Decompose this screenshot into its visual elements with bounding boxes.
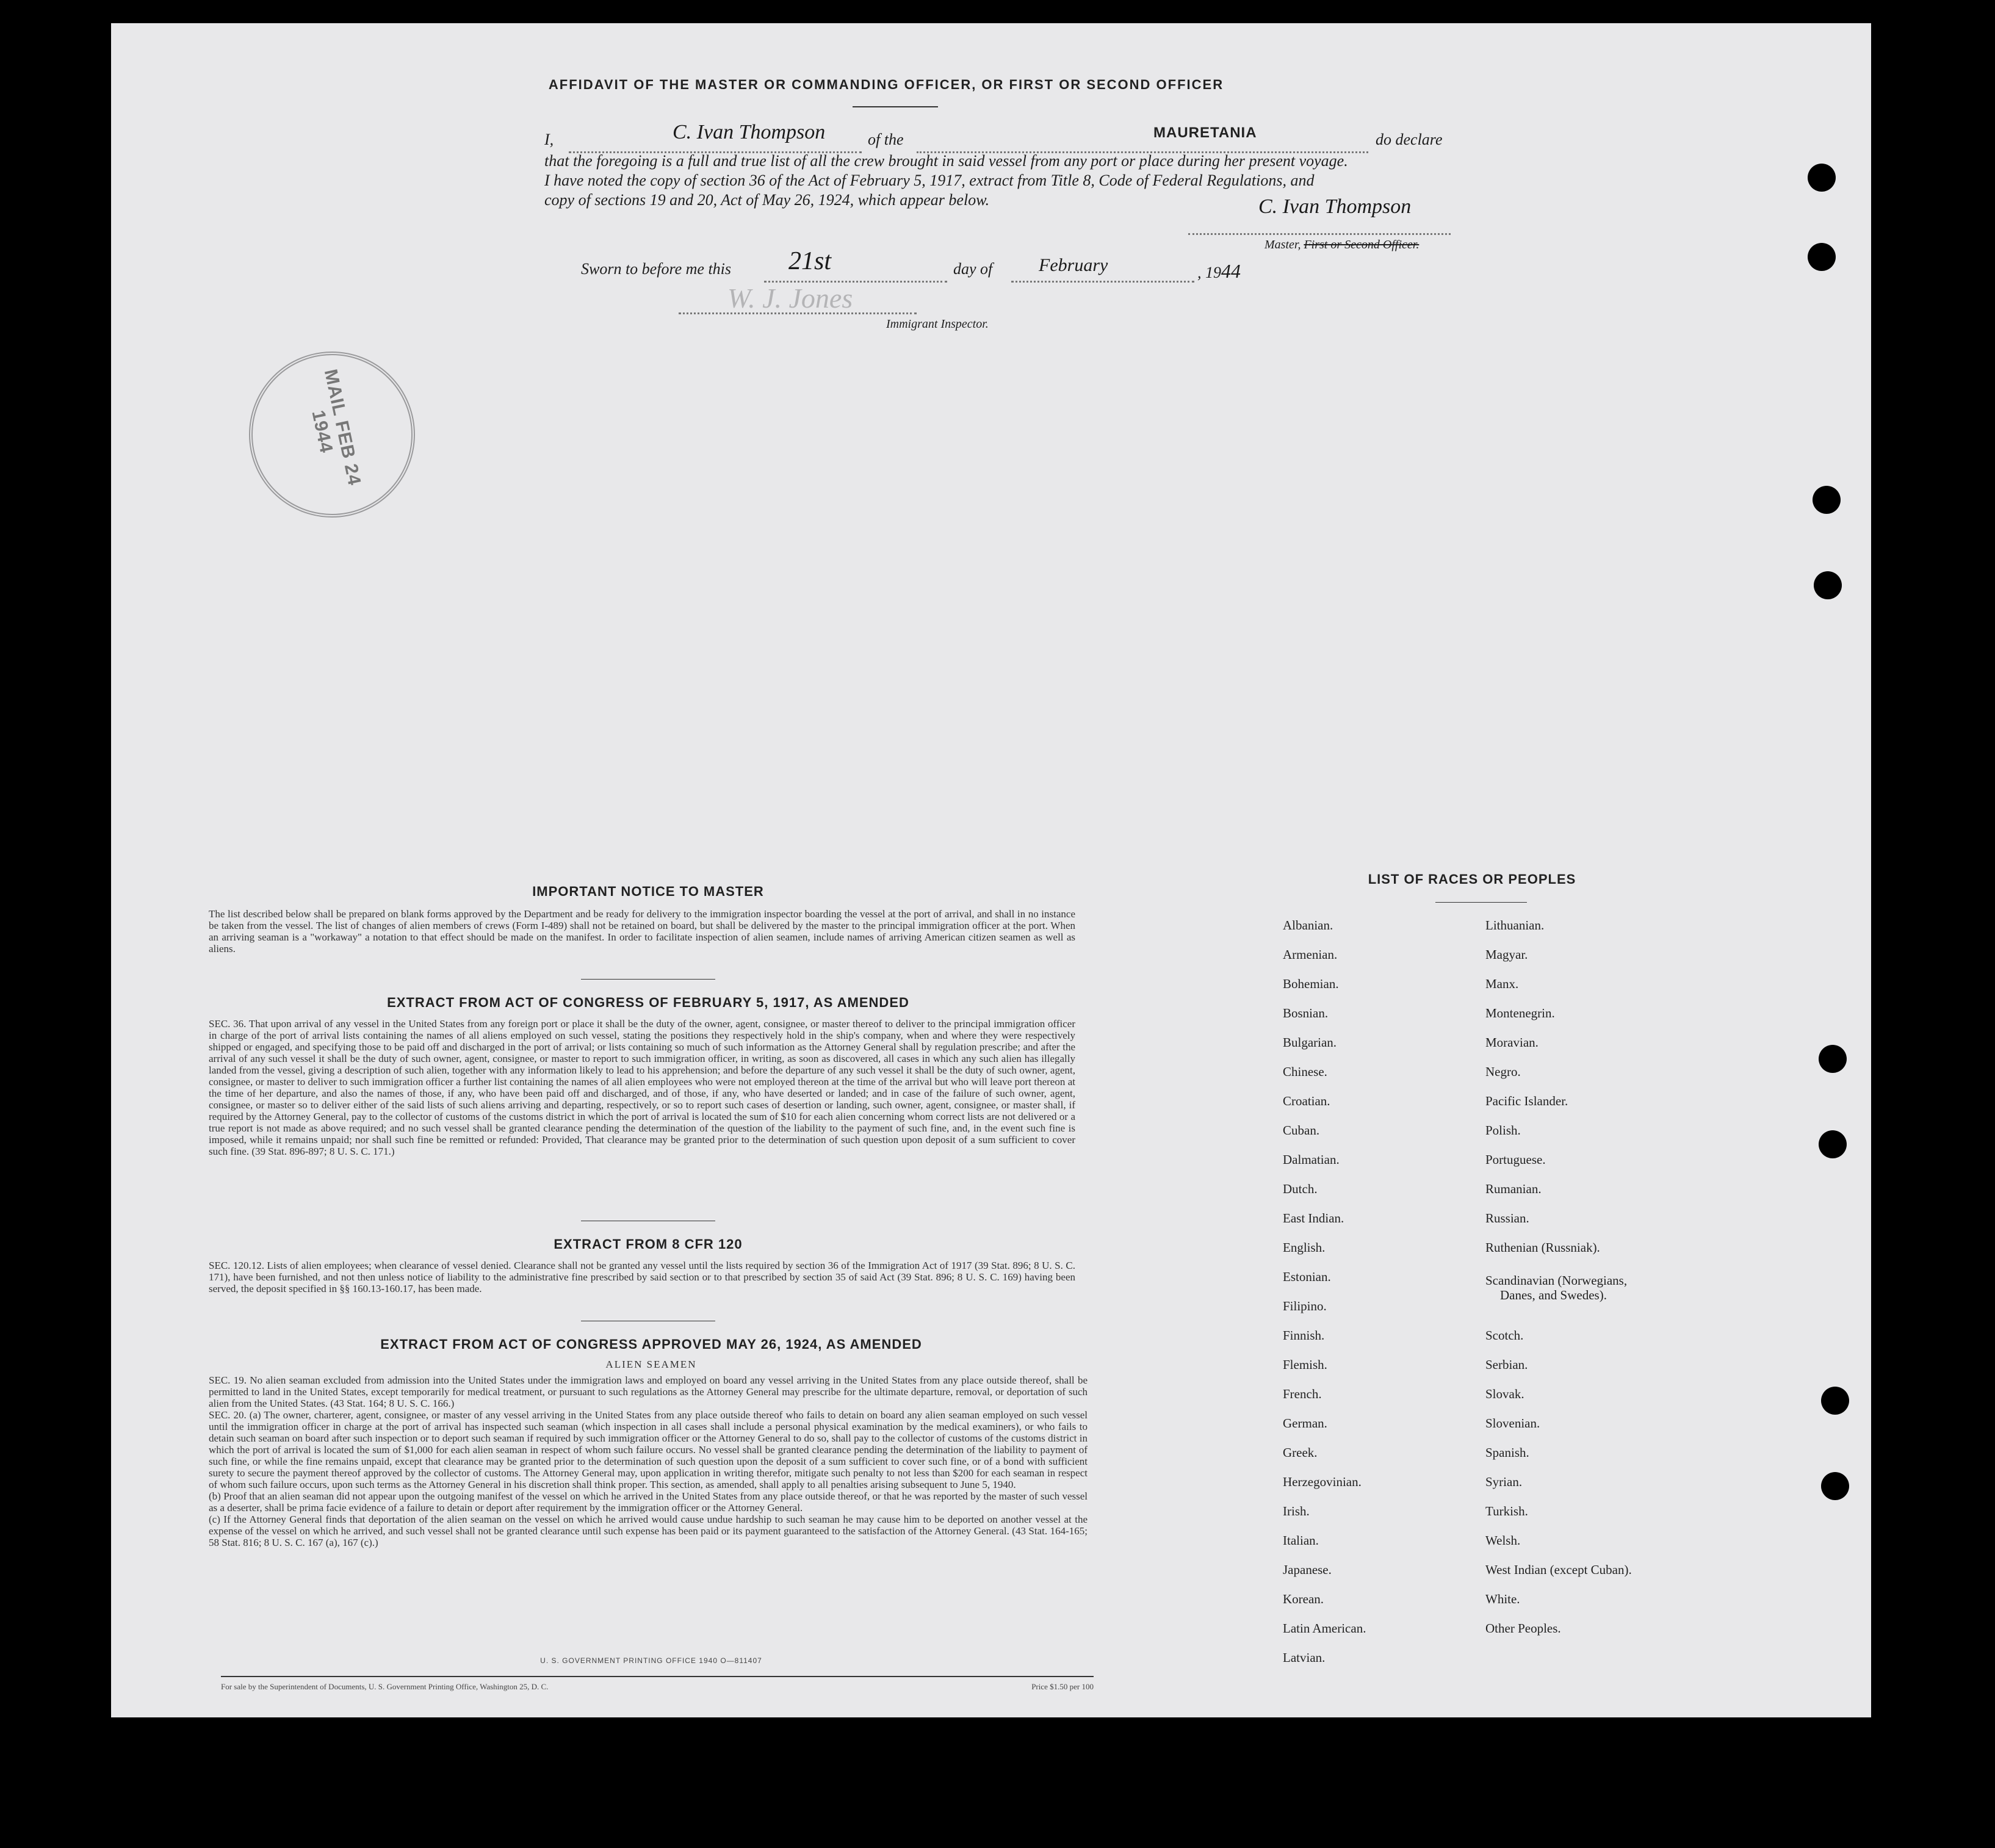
notice-body: The list described below shall be prepared on blank forms approved by the Department and be ready for delivery to the immigration inspector boarding the vessel at the port of arrival, and shall in no instance be taken from the vessel. The list of changes of alien members of crews (Form I-489) shall not be retained on board, but shall be delivered by the master to the principal immigration officer at the port. When an arriving seaman is a "workaway" a notation to that effect should be made on the manifest. In order to facilitate inspection of alien seamen, include names of arriving American citizen seamen as well as aliens. xyxy=(209,908,1075,955)
footer xyxy=(221,1682,1094,1692)
race-item: French. xyxy=(1283,1387,1322,1401)
races-heading: LIST OF RACES OR PEOPLES xyxy=(1368,872,1576,887)
extract2-body: SEC. 120.12. Lists of alien employees; when clearance of vessel denied. Clearance shall not be granted any vessel until the lists required by section 36 of the Immigration Act of 1917 (39 Stat. 896; 8 U. S. C. 171), have been furnished, and not then unless notice of liability to the administrative fine prescribed by said section or to that prescribed by section 35 of said Act (39 Stat. 896; 8 U. S. C. 169) having been served, the deposit specified in §§ 160.13-160.17, has been made. xyxy=(209,1260,1075,1294)
divider xyxy=(581,979,715,980)
race-item: West Indian (except Cuban). xyxy=(1485,1562,1632,1577)
race-item: Latin American. xyxy=(1283,1621,1366,1636)
affidavit-title: AFFIDAVIT OF THE MASTER OR COMMANDING OFFICER, OR FIRST OR SECOND OFFICER xyxy=(548,77,1224,92)
role-label xyxy=(1264,238,1419,252)
race-item: White. xyxy=(1485,1592,1520,1606)
day-of-label: day of xyxy=(953,260,993,278)
document-page xyxy=(111,23,1871,1717)
race-item: Negro. xyxy=(1485,1064,1521,1079)
race-item: Bulgarian. xyxy=(1283,1035,1337,1050)
extract1-body: SEC. 36. That upon arrival of any vessel in the United States from any foreign port or place it shall be the duty of the owner, agent, consignee, or master thereof to deliver to the principal immigration officer in charge of the port of arrival lists containing the names of all aliens employed on such vessel, stating the positions they respectively hold in the ship's company, when and where they were respectively shipped or engaged, and specifying those to be paid off and discharged in the port of arrival; or lists containing so much of such information as the Attorney General shall by regulation prescribe; and after the arrival of any such vessel it shall be the duty of such owner, agent, consignee, or master to report to such immigration officer, in writing, as soon as discovered, all cases in which any such alien has illegally landed from the vessel, giving a description of such alien, together with any information likely to lead to his apprehension; and before the departure of any such vessel it shall be the duty of such owner, agent, consignee, or master to deliver to such immigration officer a further list containing the names of all alien employees who were not employed thereon at the time of the arrival but who will leave port thereon at the time of her departure, and also the names of those, if any, who have been paid off and discharged, and of those, if any, who have deserted or landed; and in case of the failure of such owner, agent, consignee, or master so to deliver either of the said lists of such aliens arriving and departing, respectively, or so to report such cases of desertion or landing, such owner, agent, consignee, or master shall, if required by the Attorney General, pay to the collector of customs of the customs district in which the port of arrival is located the sum of $10 for each alien concerning whom correct lists are not delivered or a true report is not made as above required; and no such vessel shall be granted clearance pending the determination of the question of the liability to the payment of such fine, and, in the event such fine is imposed, while it remains unpaid; nor shall such fine be remitted or refunded: Provided, That clearance may be granted prior to the determination of such question upon deposit of a sum sufficient to cover such fine. (39 Stat. 896-897; 8 U. S. C. 171.) xyxy=(209,1018,1075,1157)
year-value: 44 xyxy=(1221,260,1241,282)
race-item: Serbian. xyxy=(1485,1357,1528,1372)
race-item: Flemish. xyxy=(1283,1357,1327,1372)
race-item: Italian. xyxy=(1283,1533,1319,1548)
footer-left: For sale by the Superintendent of Documents, U. S. Government Printing Office, Washington 25, D. C. xyxy=(221,1682,549,1691)
race-item: Russian. xyxy=(1485,1211,1529,1225)
of-the-label: of the xyxy=(868,131,904,148)
race-item: Finnish. xyxy=(1283,1328,1325,1343)
role-master: Master, xyxy=(1264,238,1301,251)
divider xyxy=(853,106,938,107)
extract3-para3: (b) Proof that an alien seaman did not appear upon the outgoing manifest of the vessel on which he arrived in the United States from any place outside thereof, or that he was reported by the master of such vessel as a deserter, shall be prima facie evidence of a failure to detain or deport after requirement by the immigration officer or the Attorney General. xyxy=(209,1490,1088,1514)
race-item: Dutch. xyxy=(1283,1182,1318,1196)
extract3-para4: (c) If the Attorney General finds that deportation of the alien seaman on the vessel on which he arrived would cause undue hardship to such seaman he may cause him to be deported on another vessel at the expense of the vessel on which he arrived, and such vessel shall not be granted clearance until such expense has been paid or its payment guaranteed to the satisfaction of the Attorney General. (43 Stat. 164-165; 58 Stat. 816; 8 U. S. C. 167 (a), 167 (c).) xyxy=(209,1514,1088,1548)
race-item: Welsh. xyxy=(1485,1533,1521,1548)
footer-rule xyxy=(221,1676,1094,1677)
punch-hole xyxy=(1821,1387,1849,1415)
extract1-heading: EXTRACT FROM ACT OF CONGRESS OF FEBRUARY 5, 1917, AS AMENDED xyxy=(387,995,909,1010)
race-item: Syrian. xyxy=(1485,1474,1523,1489)
race-item: Latvian. xyxy=(1283,1650,1326,1665)
races-left-column xyxy=(1283,918,1484,1711)
race-item: Pacific Islander. xyxy=(1485,1094,1568,1108)
inspector-signature: W. J. Jones xyxy=(727,283,853,314)
affidavit-body-line2: I have noted the copy of section 36 of the Act of February 5, 1917, extract from Title 8, Code of Federal Regulations, and xyxy=(544,171,1315,189)
race-item: Montenegrin. xyxy=(1485,1006,1555,1020)
extract3-subheading: ALIEN SEAMEN xyxy=(605,1359,697,1370)
races-right-column xyxy=(1485,918,1803,1711)
race-item: Turkish. xyxy=(1485,1504,1528,1518)
extract3-para2: SEC. 20. (a) The owner, charterer, agent, consignee, or master of any vessel arriving in the United States from any place outside thereof who fails to detain on board any alien seaman employed on such vessel until the immigration officer in charge at the port of arrival has inspected such seaman (which inspection in all cases shall include a personal physical examination by the medical examiners), or who fails to detain such seaman on board after such inspection or to deport such seaman if required by such immigration officer or the Attorney General to do so, shall pay to the collector of customs of the customs district in which the port of arrival is located the sum of $1,000 for each alien seaman in respect of whom such failure occurs. No vessel shall be granted clearance pending the determination of the liability to payment of such fine, or while the fine remains unpaid, except that clearance may be granted prior to the determination of such question upon the deposit of a sum sufficient to cover such fine, or of a bond with sufficient surety to secure the payment thereof approved by the collector of customs. The Attorney General may, upon application in writing therefor, mitigate such penalty to not less than $200 for each seaman in respect of whom such failure occurs, upon such terms as the Attorney General in his discretion shall think proper. This section, as amended, shall apply to all penalties arising subsequent to June 5, 1940. xyxy=(209,1409,1088,1490)
race-item: Herzegovinian. xyxy=(1283,1474,1362,1489)
race-item: Dalmatian. xyxy=(1283,1152,1340,1167)
stamp-text: MAIL FEB 24 1944 xyxy=(308,367,365,488)
vessel-name: MAURETANIA xyxy=(1153,125,1257,141)
master-signature: C. Ivan Thompson xyxy=(673,121,826,143)
race-item: Bosnian. xyxy=(1283,1006,1329,1020)
sworn-label: Sworn to before me this xyxy=(581,260,732,278)
race-item: Moravian. xyxy=(1485,1035,1539,1050)
punch-hole xyxy=(1821,1472,1849,1500)
race-item: Manx. xyxy=(1485,976,1519,991)
punch-hole xyxy=(1819,1045,1847,1073)
punch-hole xyxy=(1814,571,1842,599)
master-signature-repeat: C. Ivan Thompson xyxy=(1258,195,1412,218)
signature-line xyxy=(1188,231,1451,235)
extract3-para1: SEC. 19. No alien seaman excluded from admission into the United States under the immigration laws and employed on board any vessel arriving in the United States from any place outside thereof, shall be permitted to land in the United States, except temporarily for medical treatment, or pursuant to such regulations as the Attorney General may prescribe for the ultimate departure, removal, or deportation of such alien from the United States. (43 Stat. 164; 8 U. S. C. 166.) xyxy=(209,1374,1088,1409)
extract3-body xyxy=(209,1374,1088,1548)
race-item: Spanish. xyxy=(1485,1445,1529,1460)
do-declare: do declare xyxy=(1376,131,1443,148)
race-item: Bohemian. xyxy=(1283,976,1339,991)
sworn-day: 21st xyxy=(788,247,832,275)
race-item: Scotch. xyxy=(1485,1328,1524,1343)
race-item: Greek. xyxy=(1283,1445,1318,1460)
race-item: Cuban. xyxy=(1283,1123,1320,1138)
race-item: Filipino. xyxy=(1283,1299,1327,1313)
extract2-heading: EXTRACT FROM 8 CFR 120 xyxy=(554,1236,743,1252)
race-item: Portuguese. xyxy=(1485,1152,1546,1167)
race-item: Rumanian. xyxy=(1485,1182,1542,1196)
race-item: East Indian. xyxy=(1283,1211,1344,1225)
race-item: Croatian. xyxy=(1283,1094,1330,1108)
year-prefix: 19 xyxy=(1205,264,1221,281)
race-item: Slovenian. xyxy=(1485,1416,1540,1431)
race-item: Slovak. xyxy=(1485,1387,1524,1401)
race-item: Lithuanian. xyxy=(1485,918,1545,933)
divider xyxy=(1435,902,1527,903)
inspector-label: Immigrant Inspector. xyxy=(886,317,989,331)
i-label: I, xyxy=(544,131,554,148)
race-item: Other Peoples. xyxy=(1485,1621,1561,1636)
punch-hole xyxy=(1819,1130,1847,1158)
race-item: Ruthenian (Russniak). xyxy=(1485,1240,1600,1255)
race-item: Irish. xyxy=(1283,1504,1310,1518)
notice-heading: IMPORTANT NOTICE TO MASTER xyxy=(532,884,764,899)
race-item: Scandinavian (Norwegians, xyxy=(1485,1273,1628,1288)
race-item: Polish. xyxy=(1485,1123,1521,1138)
race-item: Korean. xyxy=(1283,1592,1324,1606)
punch-hole xyxy=(1808,243,1836,271)
punch-hole xyxy=(1813,486,1841,514)
race-item: German. xyxy=(1283,1416,1327,1431)
race-item: English. xyxy=(1283,1240,1326,1255)
footer-right: Price $1.50 per 100 xyxy=(1031,1682,1094,1691)
mail-stamp xyxy=(249,352,415,518)
role-struck: First or Second Officer. xyxy=(1304,238,1420,251)
year-label: , 1944 xyxy=(1197,260,1241,282)
printing-office: U. S. GOVERNMENT PRINTING OFFICE 1940 O—811407 xyxy=(540,1656,762,1665)
extract3-heading: EXTRACT FROM ACT OF CONGRESS APPROVED MAY 26, 1924, AS AMENDED xyxy=(380,1337,922,1352)
sworn-month: February xyxy=(1039,255,1108,275)
race-item: Albanian. xyxy=(1283,918,1333,933)
race-item: Magyar. xyxy=(1485,947,1528,962)
race-item: Estonian. xyxy=(1283,1269,1331,1284)
race-item: Japanese. xyxy=(1283,1562,1332,1577)
punch-hole xyxy=(1808,164,1836,192)
race-item: Danes, and Swedes). xyxy=(1500,1288,1607,1302)
affidavit-body-line1: that the foregoing is a full and true list of all the crew brought in said vessel from any port or place during her present voyage. xyxy=(544,152,1348,170)
race-item: Chinese. xyxy=(1283,1064,1327,1079)
affidavit-body-line3: copy of sections 19 and 20, Act of May 26, 1924, which appear below. xyxy=(544,191,990,209)
race-item: Armenian. xyxy=(1283,947,1338,962)
